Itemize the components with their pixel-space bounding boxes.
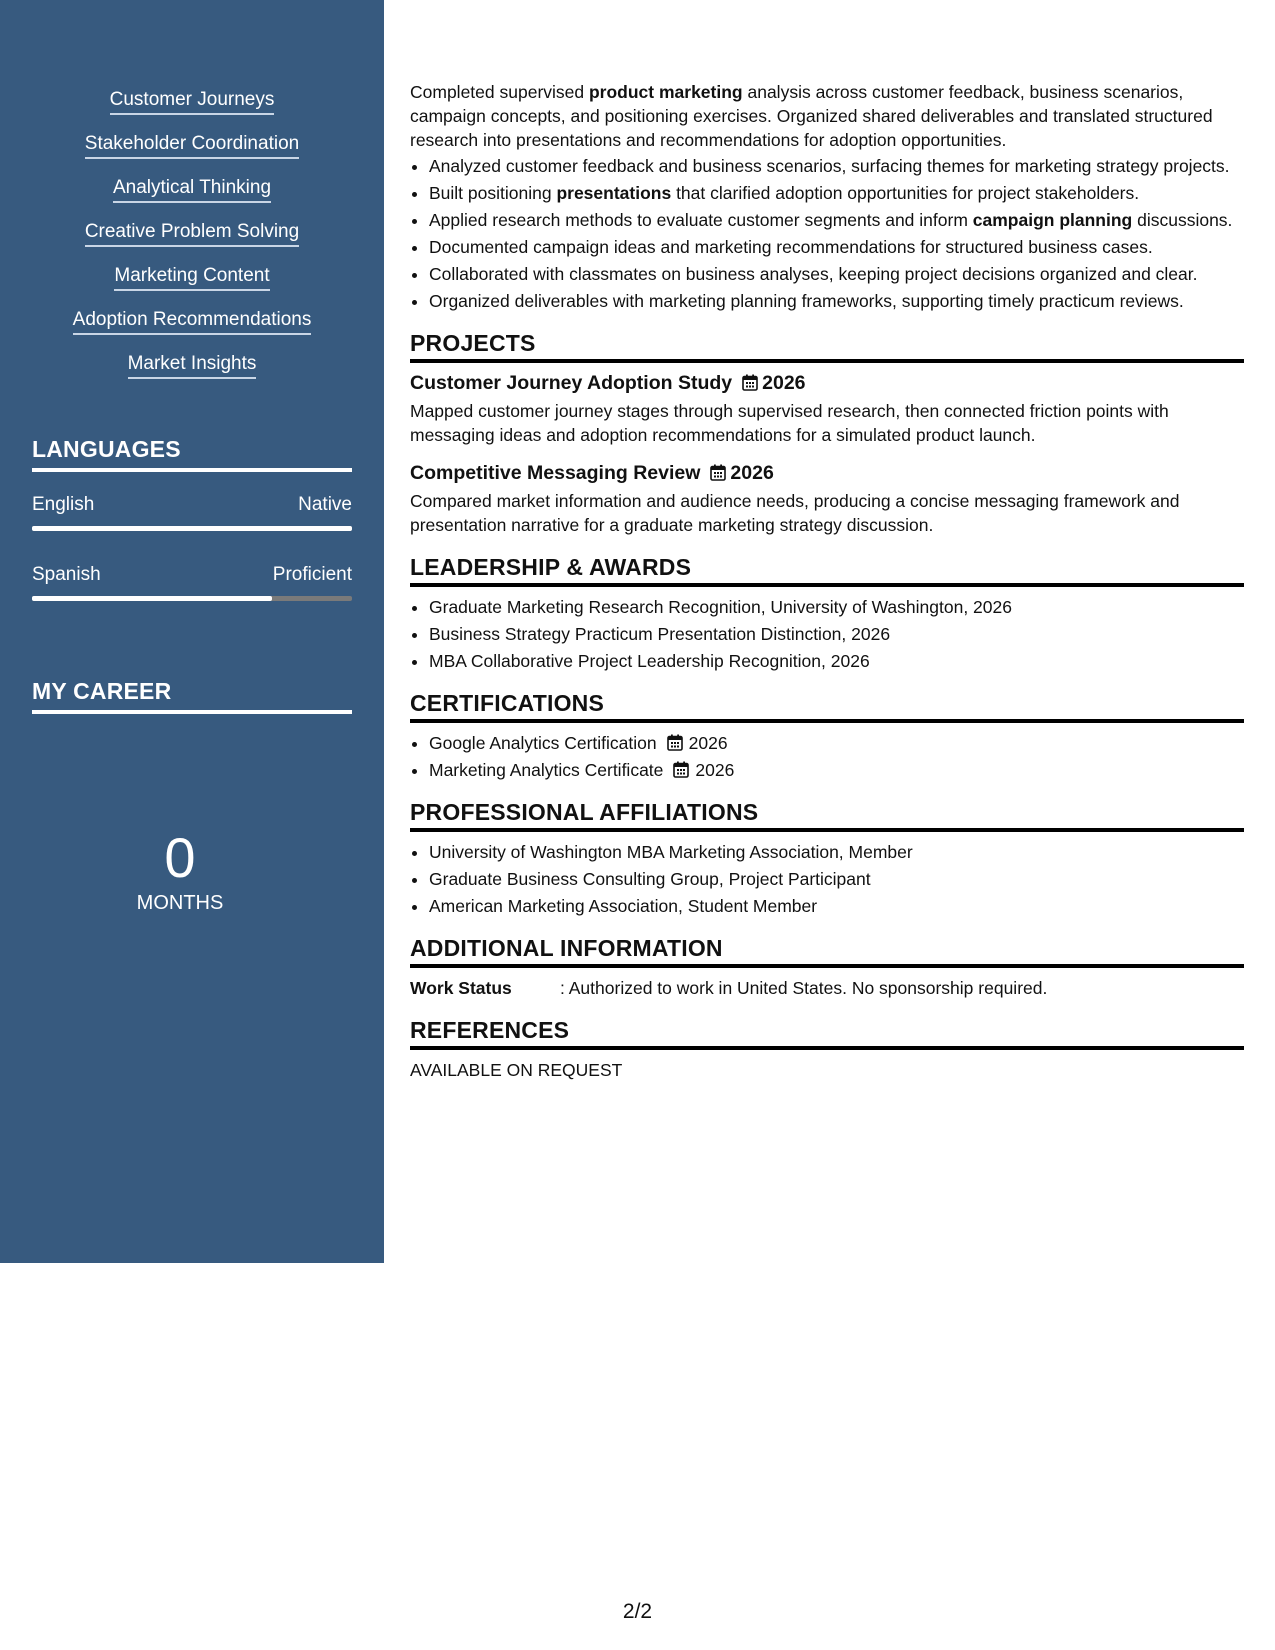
skill-item: Adoption Recommendations (73, 308, 312, 335)
page-number: 2/2 (622, 1600, 653, 1623)
list-item: • Marketing Analytics Certificate 2026 (429, 758, 1244, 782)
language-name: English (32, 494, 95, 515)
list-item: • Collaborated with classmates on business analyses, keeping project decisions organized and clear. (429, 262, 1244, 286)
list-item: • Built positioning presentations that clarified adoption opportunities for project stakeholders. (429, 181, 1244, 205)
language-level: Proficient (272, 564, 352, 585)
career-heading: MY CAREER (32, 678, 352, 714)
projects-heading: PROJECTS (410, 331, 1244, 363)
language-bar-english (32, 526, 352, 531)
calendar-icon (742, 374, 758, 391)
skills-list (0, 88, 384, 396)
additional-info-heading: ADDITIONAL INFORMATION (410, 936, 1244, 968)
main-content (410, 80, 1244, 1082)
summary-bold: product marketing (588, 82, 743, 102)
work-status-value: : Authorized to work in United States. No sponsorship required. (560, 978, 1048, 998)
list-item: • Analyzed customer feedback and business scenarios, surfacing themes for marketing strategy projects. (429, 154, 1244, 178)
list-item: • Graduate Business Consulting Group, Project Participant (429, 867, 1244, 891)
language-name: Spanish (32, 564, 101, 585)
calendar-icon (710, 464, 726, 481)
list-item: • MBA Collaborative Project Leadership Recognition, 2026 (429, 649, 1244, 673)
skill-item: Creative Problem Solving (85, 220, 299, 247)
experience-bullets (410, 154, 1244, 313)
calendar-icon (667, 734, 683, 751)
skill-item: Marketing Content (114, 264, 269, 291)
affiliations-list (410, 840, 1244, 918)
summary-text: analysis across customer feedback, business scenarios, campaign concepts, and positioning exercises. Organized shared deliverables and translated structured research into presentations and recommendations for adoption opportunities. (410, 82, 1213, 150)
list-item: • University of Washington MBA Marketing Association, Member (429, 840, 1244, 864)
list-item: • American Marketing Association, Student Member (429, 894, 1244, 918)
list-item: • Graduate Marketing Research Recognition, University of Washington, 2026 (429, 595, 1244, 619)
list-item: • Google Analytics Certification 2026 (429, 731, 1244, 755)
certifications-list (410, 731, 1244, 782)
list-item: • Business Strategy Practicum Presentation Distinction, 2026 (429, 622, 1244, 646)
language-row-english (32, 494, 352, 516)
language-bar-spanish (32, 596, 352, 601)
skill-item: Market Insights (128, 352, 257, 379)
language-row-spanish (32, 564, 352, 586)
project-title: Customer Journey Adoption Study 2026 (410, 372, 806, 394)
leadership-heading: LEADERSHIP & AWARDS (410, 555, 1244, 587)
list-item: • Documented campaign ideas and marketing recommendations for structured business cases. (429, 235, 1244, 259)
certifications-heading: CERTIFICATIONS (410, 691, 1244, 723)
career-months-unit: MONTHS (136, 892, 224, 914)
skill-item: Customer Journeys (110, 88, 275, 115)
skill-item: Analytical Thinking (113, 176, 271, 203)
skill-item: Stakeholder Coordination (85, 132, 299, 159)
sidebar (0, 0, 384, 1263)
references-text: AVAILABLE ON REQUEST (410, 1060, 623, 1080)
references-heading: REFERENCES (410, 1018, 1244, 1050)
list-item: • Applied research methods to evaluate customer segments and inform campaign planning discussions. (429, 208, 1244, 232)
language-level: Native (298, 494, 352, 515)
project-description: Compared market information and audience needs, producing a concise messaging framework and presentation narrative for a graduate marketing strategy discussion. (410, 491, 1180, 535)
career-months-value: 0 (164, 826, 196, 889)
list-item: • Organized deliverables with marketing planning frameworks, supporting timely practicum reviews. (429, 289, 1244, 313)
project-description: Mapped customer journey stages through supervised research, then connected friction points with messaging ideas and adoption recommendations for a simulated product launch. (410, 401, 1169, 445)
summary-text: Completed supervised (410, 82, 589, 102)
calendar-icon (673, 761, 689, 778)
languages-heading: LANGUAGES (32, 436, 352, 472)
leadership-list (410, 595, 1244, 673)
language-bar-fill (32, 596, 272, 601)
language-bar-fill (32, 526, 352, 531)
project-title: Competitive Messaging Review 2026 (410, 462, 774, 484)
work-status-row (410, 976, 1244, 1000)
affiliations-heading: PROFESSIONAL AFFILIATIONS (410, 800, 1244, 832)
summary-paragraph (410, 80, 1244, 152)
work-status-label: Work Status (410, 978, 512, 998)
